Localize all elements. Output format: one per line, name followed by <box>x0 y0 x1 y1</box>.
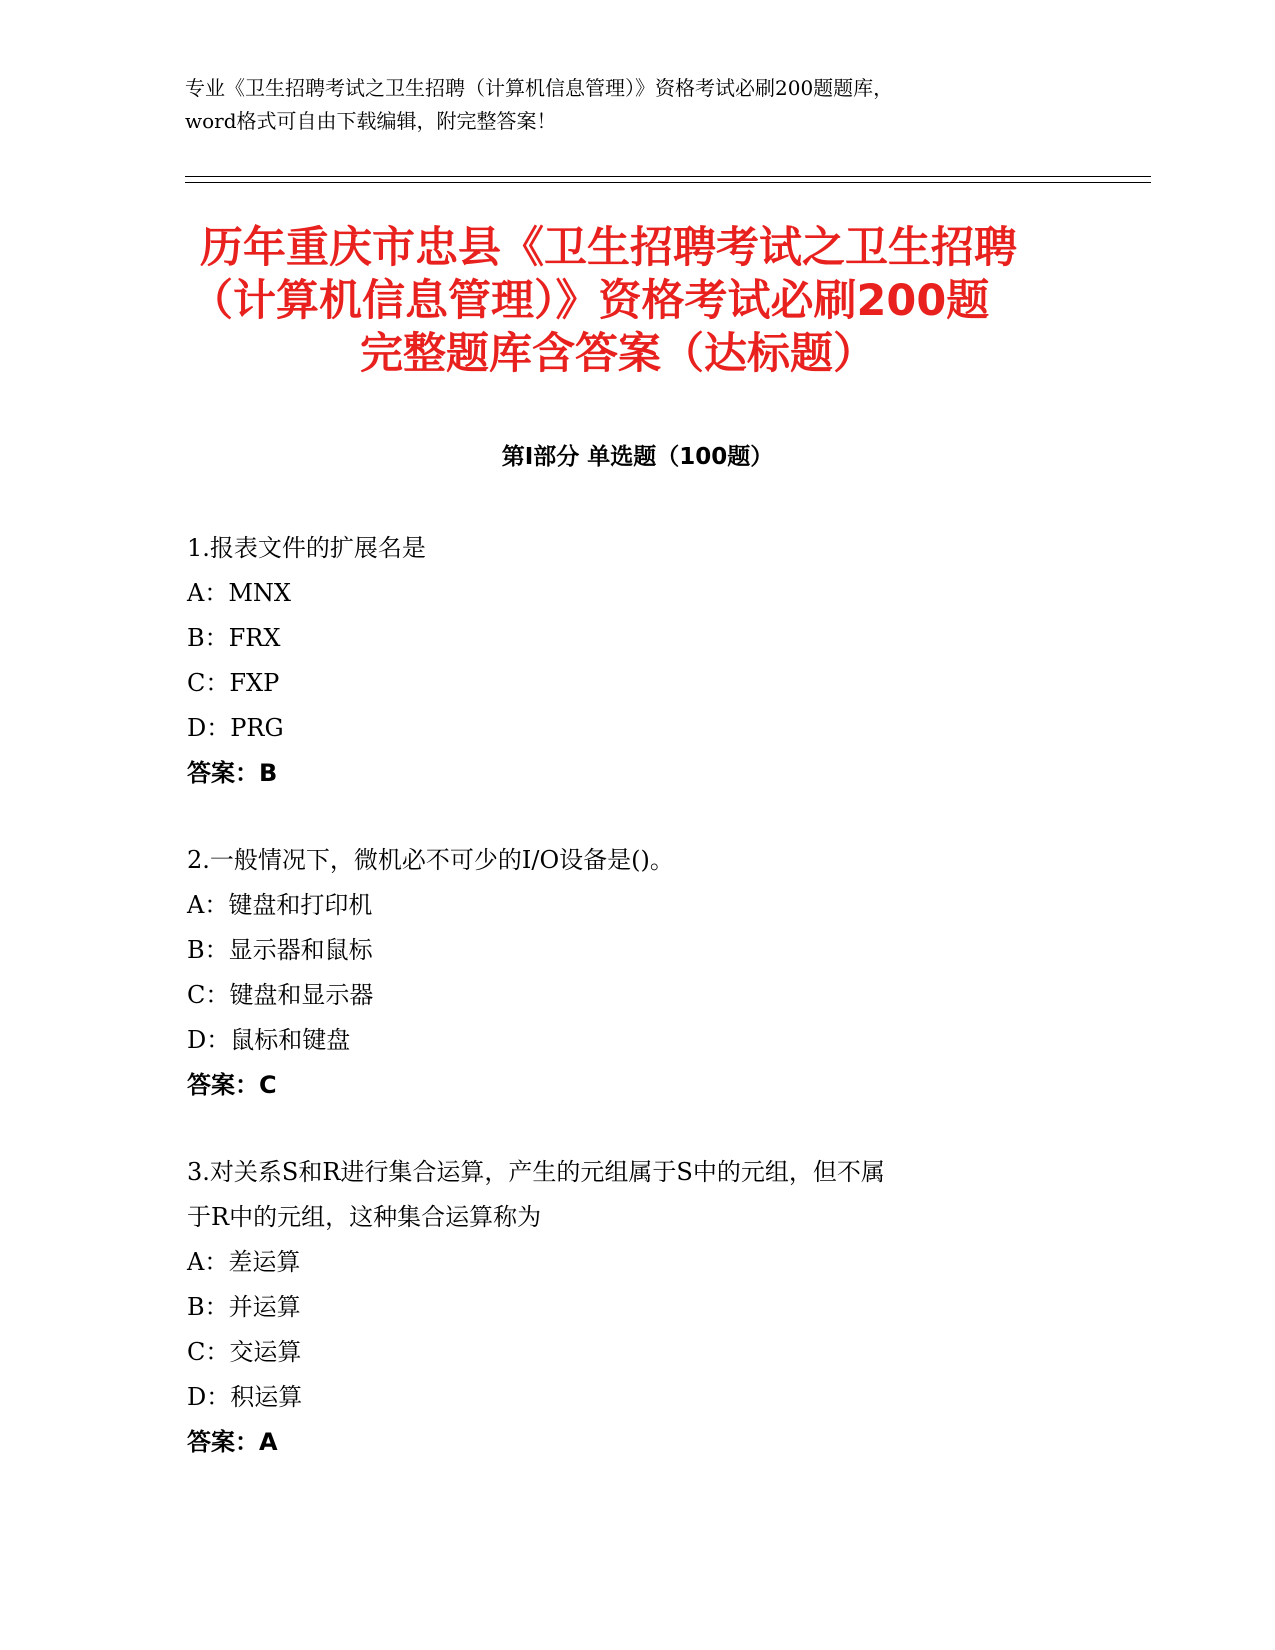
question-1 <box>187 526 1087 796</box>
option-d: D：PRG <box>187 714 284 742</box>
option-b: B：FRX <box>187 624 281 652</box>
question-stem-line-2: 于R中的元组，这种集合运算称为 <box>187 1203 542 1231</box>
question-stem: 2.一般情况下，微机必不可少的I/O设备是()。 <box>187 846 674 874</box>
answer: 答案：A <box>187 1428 278 1456</box>
option-b: B：并运算 <box>187 1293 301 1321</box>
option-b: B：显示器和鼠标 <box>187 936 373 964</box>
option-c: C：FXP <box>187 669 280 697</box>
option-c: C：交运算 <box>187 1338 302 1366</box>
option-c: C：键盘和显示器 <box>187 981 374 1009</box>
document-title-line-1: 历年重庆市忠县《卫生招聘考试之卫生招聘 <box>200 223 1017 273</box>
question-3 <box>187 1150 1087 1465</box>
divider-top <box>185 176 1151 177</box>
section-heading: 第Ⅰ部分 单选题（100题） <box>501 444 774 470</box>
option-a: A：键盘和打印机 <box>187 891 373 919</box>
question-stem: 1.报表文件的扩展名是 <box>187 534 426 562</box>
option-d: D：积运算 <box>187 1383 303 1411</box>
question-2 <box>187 838 1087 1108</box>
question-stem-line-1: 3.对关系S和R进行集合运算，产生的元组属于S中的元组，但不属 <box>187 1158 885 1186</box>
document-title <box>190 222 1070 381</box>
question-list <box>187 526 1087 1507</box>
option-a: A：差运算 <box>187 1248 301 1276</box>
answer: 答案：C <box>187 1071 277 1099</box>
divider-bottom <box>185 182 1151 183</box>
header-note <box>185 72 1085 138</box>
answer: 答案：B <box>187 759 278 787</box>
header-note-line-1: 专业《卫生招聘考试之卫生招聘（计算机信息管理）》资格考试必刷200题题库， <box>185 76 894 100</box>
option-d: D：鼠标和键盘 <box>187 1026 351 1054</box>
document-title-line-2: （计算机信息管理）》资格考试必刷200题 <box>190 276 990 326</box>
document-title-line-3: 完整题库含答案（达标题） <box>360 329 876 379</box>
option-a: A：MNX <box>187 579 291 607</box>
header-note-line-2: word格式可自由下载编辑，附完整答案！ <box>185 109 557 133</box>
